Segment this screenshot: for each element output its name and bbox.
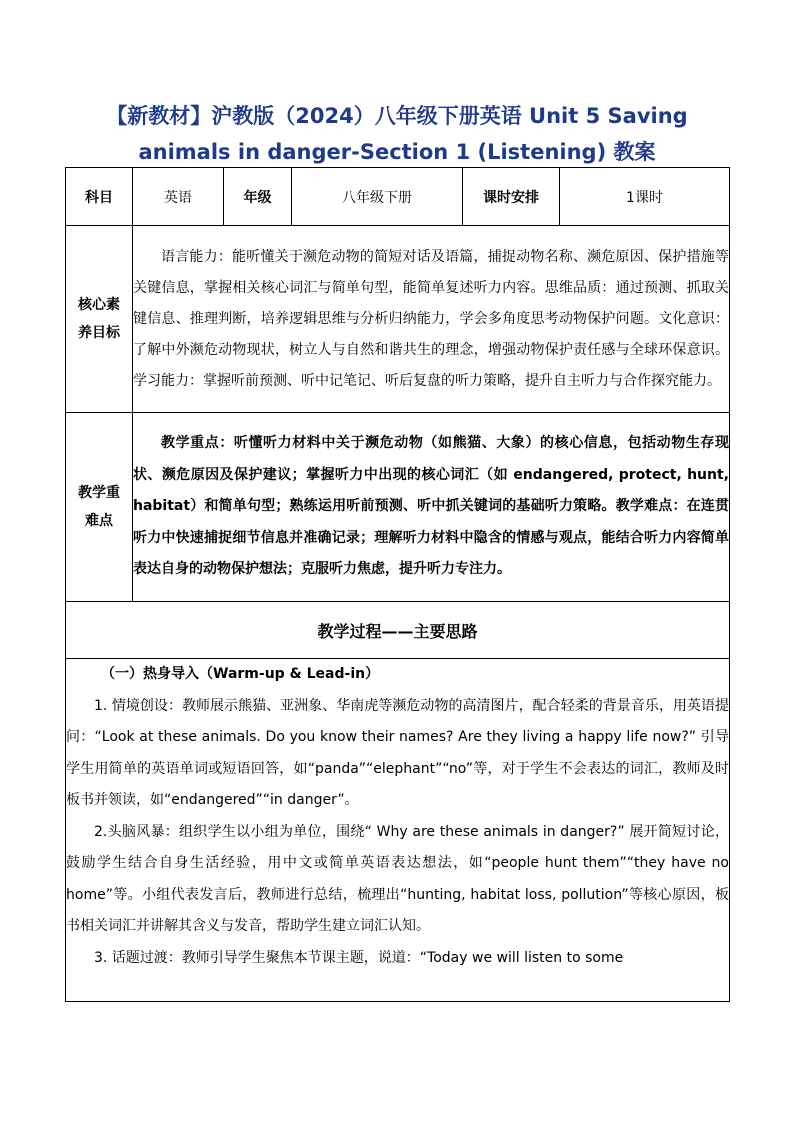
section-1-title: （一）热身导入（Warm-up & Lead-in） xyxy=(101,666,380,682)
key-points-text: 教学重点：听懂听力材料中关于濒危动物（如熊猫、大象）的核心信息，包括动物生存现状、濒危原因及保护建议；掌握听力中出现的核心词汇（如 endangered, protect, hunt, habitat）和简单句型；熟练运用听前预测、听中抓关键词的基础听力策略。教学难点：在连贯听力中快速捕捉细节信息并准确记录；理解听力材料中隐含的情感与观点，能结合听力内容简单表达自身的动物保护想法；克服听力焦虑，提升听力专注力。 xyxy=(133,413,730,602)
process-item-1: 1. 情境创设：教师展示熊猫、亚洲象、华南虎等濒危动物的高清图片，配合轻柔的背景音乐，用英语提问：“Look at these animals. Do you know their names? Are they living a happy life now?” 引导学生用简单的英语单词或短语回答，如“panda”“elephant”“no”等，对于学生不会表达的词汇，教师及时板书并领读，如“endangered”“in danger”。 xyxy=(66,697,729,808)
document-title xyxy=(60,98,734,170)
subject-label: 科目 xyxy=(66,168,133,226)
hours-value: 1课时 xyxy=(560,168,730,226)
title-line-1: 【新教材】沪教版（2024）八年级下册英语 Unit 5 Saving xyxy=(106,104,688,128)
process-heading-row xyxy=(66,602,730,659)
grade-label: 年级 xyxy=(224,168,292,226)
key-points-label-text: 教学重难点 xyxy=(78,485,120,529)
hours-label: 课时安排 xyxy=(463,168,560,226)
key-points-label xyxy=(66,413,133,602)
core-goals-label xyxy=(66,226,133,413)
title-line-2: animals in danger-Section 1 (Listening) 教案 xyxy=(138,140,656,164)
process-heading: 教学过程——主要思路 xyxy=(66,602,730,659)
process-content xyxy=(66,659,730,1002)
process-content-row xyxy=(66,659,730,1002)
core-goals-text: 语言能力：能听懂关于濒危动物的简短对话及语篇，捕捉动物名称、濒危原因、保护措施等关键信息，掌握相关核心词汇与简单句型，能简单复述听力内容。思维品质：通过预测、抓取关键信息、推理判断，培养逻辑思维与分析归纳能力，学会多角度思考动物保护问题。文化意识：了解中外濒危动物现状，树立人与自然和谐共生的理念，增强动物保护责任感与全球环保意识。学习能力：掌握听前预测、听中记笔记、听后复盘的听力策略，提升自主听力与合作探究能力。 xyxy=(133,226,730,413)
process-item-2: 2.头脑风暴：组织学生以小组为单位，围绕“ Why are these animals in danger?” 展开简短讨论，鼓励学生结合自身生活经验，用中文或简单英语表达想法，如“people hunt them”“they have no home”等。小组代表发言后，教师进行总结，梳理出“hunting, habitat loss, pollution”等核心原因，板书相关词汇并讲解其含义与发音，帮助学生建立词汇认知。 xyxy=(66,823,729,934)
key-points-row xyxy=(66,413,730,602)
core-goals-row xyxy=(66,226,730,413)
process-item-3: 3. 话题过渡：教师引导学生聚焦本节课主题，说道：“Today we will listen to some xyxy=(94,949,624,966)
grade-value: 八年级下册 xyxy=(292,168,463,226)
lesson-plan-table xyxy=(65,167,730,1002)
subject-value: 英语 xyxy=(133,168,224,226)
core-goals-label-text: 核心素养目标 xyxy=(78,297,120,341)
header-row xyxy=(66,168,730,226)
